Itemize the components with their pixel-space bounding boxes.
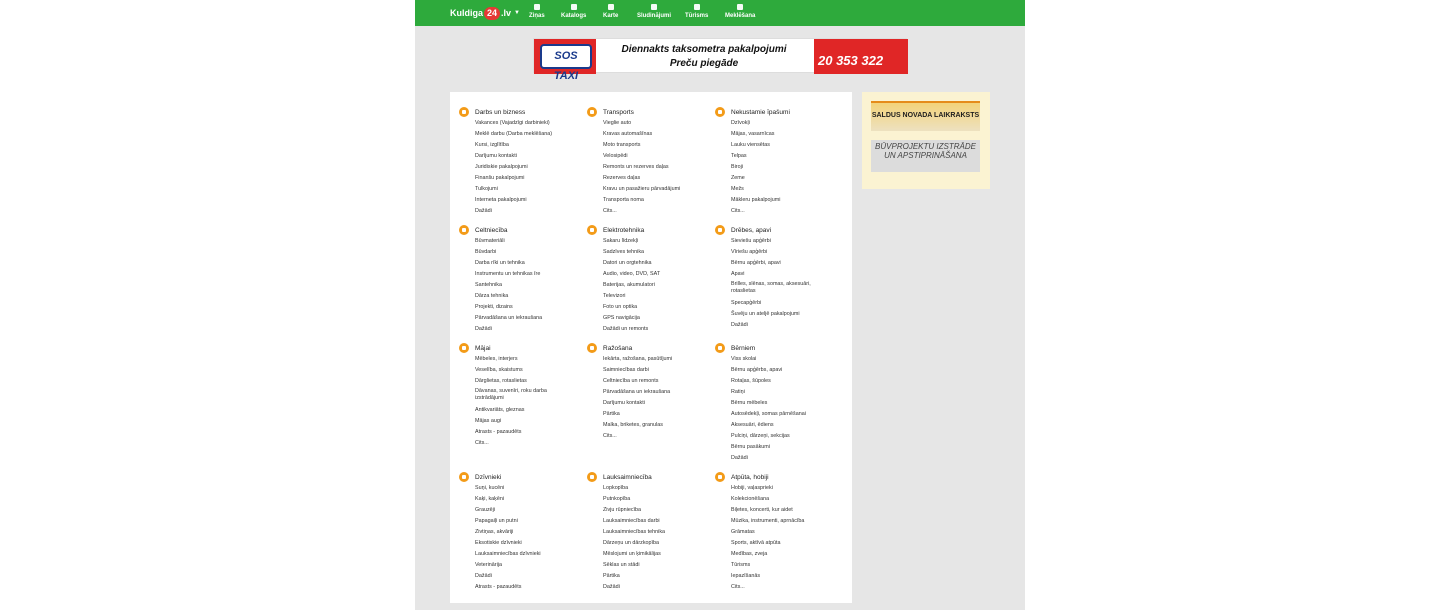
subcategory-link[interactable]: Dārza tehnika <box>475 293 509 299</box>
subcategory-link[interactable]: Darba rīki un tehnika <box>475 260 525 266</box>
nav-label: Sludinājumi <box>637 13 672 19</box>
subcategory-link[interactable]: Veterinārija <box>475 562 502 568</box>
subcategory-list <box>603 355 672 443</box>
subcategory-link[interactable]: Sports, aktīvā atpūta <box>731 540 781 546</box>
subcategory-list <box>731 355 806 465</box>
subcategory-link[interactable]: Mēbeles, interjers <box>475 356 518 362</box>
category-header[interactable] <box>587 472 665 482</box>
subcategory-link[interactable]: Putnkopība <box>603 496 631 502</box>
nav-label: Meklēšana <box>725 13 756 19</box>
subcategory-link[interactable]: Grauzēji <box>475 507 496 513</box>
chevron-down-icon[interactable]: ▼ <box>514 10 520 16</box>
nav-label: Tūrisms <box>685 13 709 19</box>
subcategory-link[interactable]: Bērnu pasākumi <box>731 444 770 450</box>
category-icon <box>587 107 597 117</box>
category-header[interactable] <box>587 107 680 117</box>
subcategory-link[interactable]: Moto transports <box>603 142 641 148</box>
catalog-icon <box>571 4 577 10</box>
subcategory-link[interactable]: Transporta noma <box>603 197 644 203</box>
category-title[interactable]: Mājai <box>475 344 491 352</box>
subcategory-link[interactable]: Pulciņi, dārzeņi, sekcijas <box>731 433 790 439</box>
subcategory-link[interactable]: Audio, video, DVD, SAT <box>603 271 661 277</box>
category-title[interactable]: Ražošana <box>603 344 633 352</box>
subcategory-list <box>475 355 575 450</box>
subcategory-link[interactable]: Zivju rūpniecība <box>603 507 642 513</box>
category-title[interactable]: Dzīvnieki <box>475 473 502 481</box>
category-block <box>715 343 806 465</box>
subcategory-link[interactable]: Hobiji, vaļasprieki <box>731 485 773 491</box>
subcategory-link[interactable]: Projekti, dizains <box>475 304 513 310</box>
sidebar-ad-saldus[interactable] <box>871 101 980 131</box>
category-block <box>587 472 665 594</box>
subcategory-link[interactable]: Dažādi <box>475 208 492 214</box>
nav-item-search[interactable] <box>725 4 755 19</box>
subcategory-link[interactable]: Finanšu pakalpojumi <box>475 175 525 181</box>
subcategory-link[interactable]: Sieviešu apģērbi <box>731 238 771 244</box>
category-title[interactable]: Lauksaimniecība <box>603 473 652 481</box>
subcategory-link[interactable]: Mežs <box>731 186 744 192</box>
category-block <box>587 107 680 218</box>
subcategory-link[interactable]: Bērnu mēbeles <box>731 400 768 406</box>
nav-label: Ziņas <box>529 13 545 19</box>
category-block <box>459 343 575 450</box>
logo-domain: .lv <box>501 8 512 18</box>
sidebar-ads <box>862 92 990 189</box>
subcategory-link[interactable]: Rotaļas, šūpoles <box>731 378 771 384</box>
category-header[interactable] <box>587 343 672 353</box>
category-title[interactable]: Bērniem <box>731 344 756 352</box>
nav-item-news[interactable] <box>529 4 545 19</box>
news-icon <box>534 4 540 10</box>
category-icon <box>459 472 469 482</box>
subcategory-link[interactable]: Ratiņi <box>731 389 745 395</box>
subcategory-link[interactable]: Kravas automašīnas <box>603 131 653 137</box>
subcategory-link[interactable]: Velosipēdi <box>603 153 628 159</box>
category-icon <box>587 343 597 353</box>
category-header[interactable] <box>587 225 660 235</box>
subcategory-link[interactable]: Biļetes, koncerti, kur aidet <box>731 507 793 513</box>
nav-item-ads[interactable] <box>637 4 671 19</box>
category-title[interactable]: Transports <box>603 108 634 116</box>
category-block <box>459 107 552 218</box>
subcategory-link[interactable]: Dārzeņu un dārzkopība <box>603 540 660 546</box>
subcategory-link[interactable]: Lauku viensētas <box>731 142 770 148</box>
map-icon <box>608 4 614 10</box>
page <box>415 0 1025 610</box>
subcategory-link[interactable]: Datori un orgtehnika <box>603 260 652 266</box>
subcategory-link[interactable]: Brilles, slēnas, somas, aksesuāri, rotaslietas <box>731 281 811 294</box>
subcategory-link[interactable]: Lauksaimniecības tehnika <box>603 529 666 535</box>
subcategory-link[interactable]: Lauksaimniecības darbi <box>603 518 660 524</box>
subcategory-list <box>475 237 542 336</box>
subcategory-list <box>603 484 665 594</box>
subcategory-link[interactable]: Kravu un pasažieru pārvadājumi <box>603 186 681 192</box>
subcategory-link[interactable]: Sakaru līdzekļi <box>603 238 639 244</box>
category-block <box>459 472 541 594</box>
subcategory-link[interactable]: Sadzīves tehnika <box>603 249 645 255</box>
subcategory-link[interactable]: Foto un optika <box>603 304 638 310</box>
category-icon <box>459 225 469 235</box>
nav-label: Karte <box>603 13 619 19</box>
category-icon <box>715 472 725 482</box>
subcategory-link[interactable]: Cits... <box>603 433 617 439</box>
subcategory-link[interactable]: Baterijas, akumulatori <box>603 282 655 288</box>
subcategory-link[interactable]: Sēklas un stādi <box>603 562 640 568</box>
sidebar-ad-saldus-label: SALDUS NOVADA LAIKRAKSTS <box>871 112 980 119</box>
category-header[interactable] <box>459 472 541 482</box>
subcategory-link[interactable]: Saimniecības darbi <box>603 367 649 373</box>
subcategory-link[interactable]: Cits... <box>731 208 745 214</box>
subcategory-link[interactable]: Vīriešu apģērbi <box>731 249 768 255</box>
subcategory-link[interactable]: Santehnika <box>475 282 502 288</box>
subcategory-link[interactable]: Darījumu kontakti <box>475 153 517 159</box>
search-icon <box>737 4 743 10</box>
subcategory-link[interactable]: Atrasts - pazaudēts <box>475 584 522 590</box>
subcategory-link[interactable]: Autosēdekļi, somas pārnēšanai <box>731 411 806 417</box>
sos-taxi-logo: SOS TAXI <box>540 44 592 69</box>
subcategory-link[interactable]: Mēslojumi un ķimikālijas <box>603 551 661 557</box>
subcategory-link[interactable]: Pārvadāšana un iekraušana <box>475 315 543 321</box>
subcategory-link[interactable]: Cits... <box>731 584 745 590</box>
category-title[interactable]: Drēbes, apavi <box>731 226 772 234</box>
subcategory-link[interactable]: Bērnu apģērbi, apavi <box>731 260 781 266</box>
category-icon <box>587 472 597 482</box>
categories-card <box>450 92 852 603</box>
category-block <box>715 107 790 218</box>
subcategory-link[interactable]: Cits... <box>475 440 489 446</box>
subcategory-link[interactable]: Būvdarbi <box>475 249 497 255</box>
nav-item-map[interactable] <box>603 4 618 19</box>
subcategory-link[interactable]: Darījumu kontakti <box>603 400 645 406</box>
category-header[interactable] <box>715 343 806 353</box>
subcategory-link[interactable]: Dažādi <box>475 573 492 579</box>
category-header[interactable] <box>715 225 831 235</box>
logo-text: Kuldiga <box>450 8 483 18</box>
subcategory-link[interactable]: Mākleru pakalpojumi <box>731 197 781 203</box>
banner-phone: 20 353 322 <box>818 53 884 68</box>
logo-number-badge: 24 <box>484 7 500 20</box>
subcategory-list <box>603 119 680 218</box>
subcategory-link[interactable]: Kursi, izglītība <box>475 142 509 148</box>
subcategory-link[interactable]: Meklē darbu (Darba meklēšana) <box>475 131 553 137</box>
subcategory-link[interactable]: Specapģērbi <box>731 300 762 306</box>
subcategory-link[interactable]: Mājas, vasarnīcas <box>731 131 775 137</box>
subcategory-link[interactable]: Kolekcionēšana <box>731 496 770 502</box>
subcategory-link[interactable]: Juridiskie pakalpojumi <box>475 164 528 170</box>
subcategory-link[interactable]: Apavi <box>731 271 745 277</box>
subcategory-link[interactable]: Tūrisms <box>731 562 751 568</box>
subcategory-link[interactable]: Dzīvokļi <box>731 120 750 126</box>
subcategory-list <box>731 237 831 332</box>
subcategory-link[interactable]: Suņi, kucēni <box>475 485 505 491</box>
category-block <box>459 225 542 336</box>
top-navigation-bar <box>415 0 1025 26</box>
subcategory-link[interactable]: Pārvadāšana un iekraušana <box>603 389 671 395</box>
subcategory-link[interactable]: Dažādi <box>731 455 748 461</box>
subcategory-link[interactable]: Interneta pakalpojumi <box>475 197 527 203</box>
subcategory-link[interactable]: Biroji <box>731 164 743 170</box>
ads-icon <box>651 4 657 10</box>
taxi-banner-ad[interactable] <box>533 38 907 82</box>
subcategory-link[interactable]: Papagaiļi un putni <box>475 518 518 524</box>
category-header[interactable] <box>459 107 552 117</box>
subcategory-link[interactable]: Zeme <box>731 175 745 181</box>
category-icon <box>459 107 469 117</box>
category-title[interactable]: Darbs un bizness <box>475 108 526 116</box>
subcategory-link[interactable]: Veselība, skaistums <box>475 367 523 373</box>
category-icon <box>715 343 725 353</box>
subcategory-link[interactable]: Dārglietas, rotaslietas <box>475 378 527 384</box>
category-icon <box>715 225 725 235</box>
subcategory-list <box>475 484 541 594</box>
subcategory-link[interactable]: Būvmateriāli <box>475 238 505 244</box>
subcategory-list <box>731 119 790 218</box>
subcategory-link[interactable]: Celtniecība un remonts <box>603 378 659 384</box>
category-block <box>715 472 804 594</box>
subcategory-link[interactable]: Šuvēju un ateljē pakalpojumi <box>731 311 800 317</box>
nav-item-catalog[interactable] <box>561 4 586 19</box>
category-header[interactable] <box>715 472 804 482</box>
subcategory-link[interactable]: Vieglie auto <box>603 120 632 126</box>
category-header[interactable] <box>459 225 542 235</box>
subcategory-link[interactable]: Iekārta, ražošana, pasūtījumi <box>603 356 673 362</box>
category-header[interactable] <box>715 107 790 117</box>
category-block <box>587 225 660 336</box>
subcategory-link[interactable]: Medības, zveja <box>731 551 768 557</box>
subcategory-link[interactable]: Instrumentu un tehnikas īre <box>475 271 541 277</box>
subcategory-link[interactable]: Dažādi un remonts <box>603 326 649 332</box>
category-block <box>587 343 672 443</box>
banner-line-2: Preču piegāde <box>669 58 739 69</box>
subcategory-link[interactable]: Cits... <box>603 208 617 214</box>
subcategory-link[interactable]: Mūzika, instrumenti, aprnācība <box>731 518 805 524</box>
tourism-icon <box>694 4 700 10</box>
subcategory-link[interactable]: Viss skolai <box>731 356 757 362</box>
category-header[interactable] <box>459 343 575 353</box>
subcategory-link[interactable]: Eksotiskie dzīvnieki <box>475 540 522 546</box>
nav-item-tourism[interactable] <box>685 4 708 19</box>
subcategory-link[interactable]: Dāvanas, suvenīri, roku darba izstrādājumi <box>475 388 547 401</box>
subcategory-link[interactable]: Tulkojumi <box>475 186 498 192</box>
subcategory-link[interactable]: Pārtika <box>603 411 620 417</box>
subcategory-link[interactable]: Malka, briketes, granulas <box>603 422 663 428</box>
subcategory-list <box>475 119 552 218</box>
subcategory-link[interactable]: Iepazīšanās <box>731 573 761 579</box>
subcategory-link[interactable]: Atrasts - pazaudēts <box>475 429 522 435</box>
category-icon <box>459 343 469 353</box>
category-title[interactable]: Elektrotehnika <box>603 226 645 234</box>
category-icon <box>715 107 725 117</box>
subcategory-link[interactable]: Dažādi <box>731 322 748 328</box>
subcategory-link[interactable]: Grāmatas <box>731 529 755 535</box>
site-logo[interactable] <box>450 6 520 20</box>
subcategory-link[interactable]: GPS navigācija <box>603 315 640 321</box>
subcategory-link[interactable]: Telpas <box>731 153 747 159</box>
subcategory-link[interactable]: Kaķi, kaķēni <box>475 496 505 502</box>
subcategory-link[interactable]: Lopkopība <box>603 485 629 491</box>
subcategory-link[interactable]: Dažādi <box>603 584 620 590</box>
subcategory-link[interactable]: Antikvariāts, gleznas <box>475 407 525 413</box>
subcategory-link[interactable]: Aksesuāri, ēdiens <box>731 422 774 428</box>
subcategory-link[interactable]: Rezerves daļas <box>603 175 641 181</box>
category-title[interactable]: Atpūta, hobiji <box>731 473 769 481</box>
sidebar-ad-projects[interactable]: BŪVPROJEKTU IZSTRĀDE UN APSTIPRINĀŠANA <box>871 140 980 172</box>
banner-line-1: Diennakts taksometra pakalpojumi <box>621 44 787 55</box>
subcategory-link[interactable]: Remonts un rezerves daļas <box>603 164 669 170</box>
category-icon <box>587 225 597 235</box>
subcategory-list <box>731 484 804 594</box>
subcategory-link[interactable]: Zivtiņas, akvāriji <box>475 529 514 535</box>
subcategory-link[interactable]: Lauksaimniecības dzīvnieki <box>475 551 541 557</box>
subcategory-link[interactable]: Dažādi <box>475 326 492 332</box>
category-title[interactable]: Nekustamie īpašumi <box>731 108 790 116</box>
subcategory-link[interactable]: Pārtika <box>603 573 620 579</box>
nav-label: Katalogs <box>561 13 587 19</box>
category-block <box>715 225 831 332</box>
subcategory-link[interactable]: Mājas augi <box>475 418 502 424</box>
subcategory-list <box>603 237 660 336</box>
subcategory-link[interactable]: Televizori <box>603 293 626 299</box>
subcategory-link[interactable]: Vakances (Vajadzīgi darbinieki) <box>475 120 550 126</box>
subcategory-link[interactable]: Bērnu apģērbs, apavi <box>731 367 783 373</box>
category-title[interactable]: Celtniecība <box>475 226 508 234</box>
